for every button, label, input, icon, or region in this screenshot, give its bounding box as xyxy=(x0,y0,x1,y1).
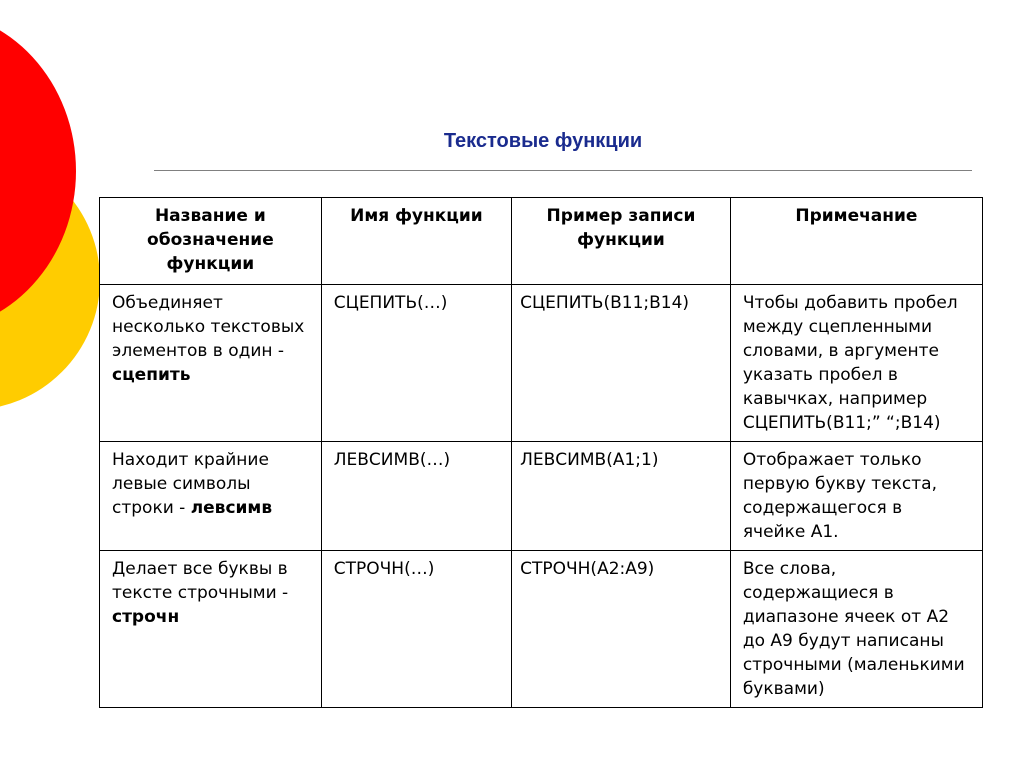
table-row xyxy=(100,442,983,551)
cell-function-name: СТРОЧН(…) xyxy=(321,551,511,708)
header-name-and-designation: Название и обозначение функции xyxy=(100,198,322,285)
cell-note: Отображает только первую букву текста, содержащегося в ячейке А1. xyxy=(730,442,982,551)
header-note: Примечание xyxy=(730,198,982,285)
header-function-name: Имя функции xyxy=(321,198,511,285)
function-keyword: сцепить xyxy=(112,365,191,385)
cell-example: СЦЕПИТЬ(B11;B14) xyxy=(512,285,731,442)
cell-note: Чтобы добавить пробел между сцепленными словами, в аргументе указать пробел в кавычках, например СЦЕПИТЬ(B11;” “;B14) xyxy=(730,285,982,442)
cell-example: СТРОЧН(A2:A9) xyxy=(512,551,731,708)
function-keyword: левсимв xyxy=(190,498,273,518)
description-text: Находит крайние левые символы строки - xyxy=(112,450,269,518)
description-text: Объединяет несколько текстовых элементов в один - xyxy=(112,293,305,361)
functions-table-wrapper xyxy=(99,197,983,708)
title-divider xyxy=(154,170,972,171)
function-keyword: строчн xyxy=(112,607,180,627)
cell-function-name: СЦЕПИТЬ(…) xyxy=(321,285,511,442)
slide-title: Текстовые функции xyxy=(443,130,643,152)
cell-function-name: ЛЕВСИМВ(…) xyxy=(321,442,511,551)
cell-example: ЛЕВСИМВ(A1;1) xyxy=(512,442,731,551)
cell-note: Все слова, содержащиеся в диапазоне ячеек от А2 до А9 будут написаны строчными (маленькими буквами) xyxy=(730,551,982,708)
cell-description xyxy=(100,285,322,442)
table-header-row xyxy=(100,198,983,285)
cell-description xyxy=(100,442,322,551)
table-row xyxy=(100,551,983,708)
text-functions-table xyxy=(99,197,983,708)
description-text: Делает все буквы в тексте строчными - xyxy=(112,559,289,603)
cell-description xyxy=(100,551,322,708)
table-row xyxy=(100,285,983,442)
header-example: Пример записи функции xyxy=(512,198,731,285)
